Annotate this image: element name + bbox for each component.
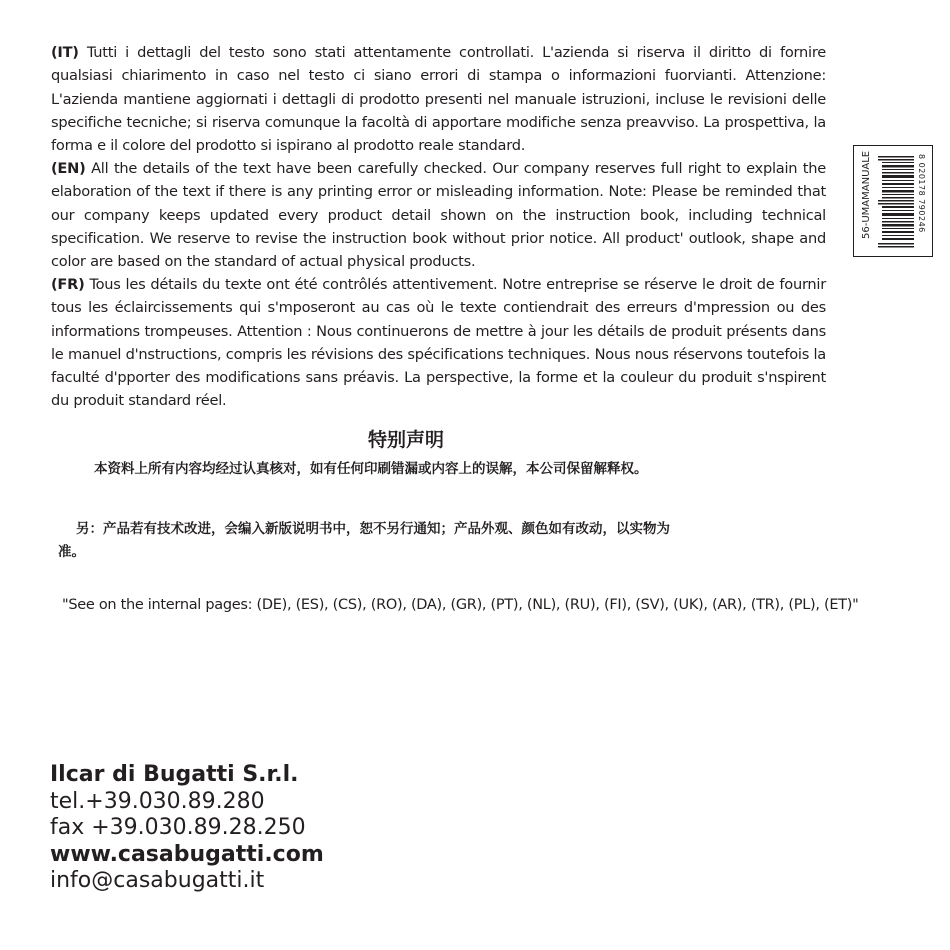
lang-tag-it: (IT) — [51, 44, 79, 61]
paragraph-english — [51, 157, 826, 273]
company-name: Ilcar di Bugatti S.r.l. — [50, 762, 299, 787]
phone-number: tel.+39.030.89.280 — [50, 788, 265, 814]
paragraph-en-text: All the details of the text have been carefully checked. Our company reserves full right to explain the elaboration of the text if there is any printing error or misleading information. Note: Please be reminded that our company keeps updated every product detail shown on the instruction book, including technical specification. We reserve to revise the instruction book without prior notice. All product' outlook, shape and color are based on the standard of actual physical products. — [51, 160, 826, 271]
chinese-notice-title: 特别声明 — [367, 429, 444, 451]
chinese-notice-paragraph-2: 另：产品若有技术改进，会编入新版说明书中，恕不另行通知；产品外观、颜色如有改动，以实物为准。 — [58, 521, 670, 560]
contact-block — [50, 762, 324, 895]
lang-tag-en: (EN) — [51, 160, 86, 177]
product-code: 56-UMAMANUALE — [861, 151, 872, 240]
internal-pages-note: "See on the internal pages: (DE), (ES), (CS), (RO), (DA), (GR), (PT), (NL), (RU), (FI), (SV), (UK), (AR), (TR), (PL), (ET)" — [62, 597, 859, 613]
barcode-label — [853, 145, 933, 257]
lang-tag-fr: (FR) — [51, 276, 85, 293]
website-link[interactable]: www.casabugatti.com — [50, 841, 324, 867]
chinese-notice-paragraph-1: 本资料上所有内容均经过认真核对，如有任何印刷错漏或内容上的误解，本公司保留解释权。 — [94, 461, 648, 477]
paragraph-italian — [51, 41, 826, 157]
barcode-number: 8 020178 790246 — [917, 154, 926, 233]
fax-number: fax +39.030.89.28.250 — [50, 815, 306, 840]
barcode-icon — [878, 156, 914, 248]
paragraph-french — [51, 273, 826, 413]
email-link[interactable]: info@casabugatti.it — [50, 868, 265, 893]
paragraph-it-text: Tutti i dettagli del testo sono stati attentamente controllati. L'azienda si riserva il diritto di fornire qualsiasi chiarimento in caso nel testo ci siano errori di stampa o informazioni fuorvianti. Attenzione: L'azienda mantiene aggiornati i dettagli di prodotto presenti nel manuale istruzioni, incluse le revisioni delle specifiche tecniche; si riserva comunque la facoltà di apportare modifiche senza preavviso. La prospettiva, la forma e il colore del prodotto si ispirano al prodotto reale standard. — [51, 44, 826, 155]
paragraph-fr-text: Tous les détails du texte ont été contrôlés attentivement. Notre entreprise se réserve le droit de fournir tous les éclaircissements qui s'mposeront au cas où le texte contiendrait des erreurs d'mpression ou des informations trompeuses. Attention : Nous continuerons de mettre à jour les détails de produit présents dans le manuel d'nstructions, compris les révisions des spécifications techniques. Nous nous réservons toutefois la faculté d'pporter des modifications sans préavis. La perspective, la forme et la couleur du produit s'nspirent du produit standard réel. — [51, 276, 826, 410]
